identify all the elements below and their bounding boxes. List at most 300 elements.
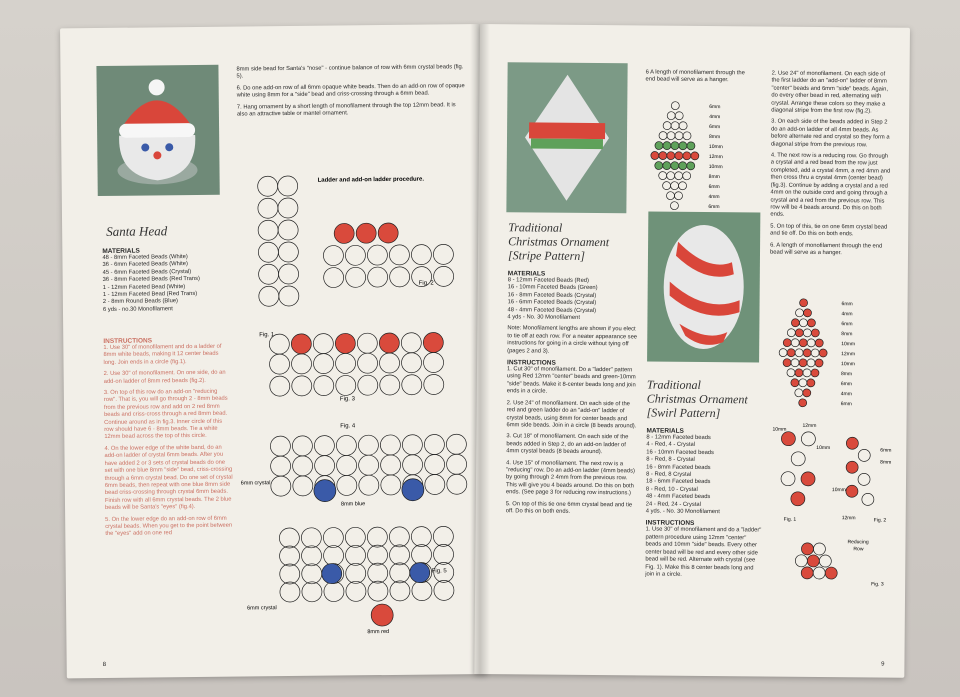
bead bbox=[783, 339, 791, 347]
bead bbox=[335, 353, 355, 373]
bead-size-label: 4mm bbox=[840, 391, 852, 398]
bead-size-label: 6mm bbox=[841, 301, 853, 308]
bead bbox=[291, 354, 311, 374]
swirl-title-line1: Traditional bbox=[646, 377, 701, 392]
bead bbox=[811, 349, 819, 357]
bead-size-label: 10mm bbox=[841, 361, 855, 368]
bead-size-label: 12mm bbox=[841, 351, 856, 358]
stripe-materials-block bbox=[506, 270, 640, 521]
bead bbox=[663, 182, 671, 190]
list-item: 24 - Red, 24 - Crystal bbox=[645, 501, 701, 508]
bead bbox=[278, 198, 298, 218]
bead bbox=[359, 475, 379, 495]
left-page bbox=[60, 24, 487, 678]
bead bbox=[359, 455, 379, 475]
swirl-ornament-photo bbox=[647, 211, 760, 362]
bead bbox=[659, 172, 667, 180]
bead bbox=[659, 152, 667, 160]
bead bbox=[389, 527, 409, 547]
booklet-spread bbox=[40, 24, 920, 674]
bead bbox=[293, 476, 313, 496]
bead bbox=[683, 172, 691, 180]
bead bbox=[356, 223, 376, 243]
bead bbox=[381, 475, 401, 495]
bead-size-label: 6mm bbox=[840, 401, 852, 408]
list-item: 16 - 8mm Faceted Beads (Crystal) bbox=[507, 292, 597, 299]
bead bbox=[334, 223, 354, 243]
label-8mm-blue: 8mm blue bbox=[340, 501, 366, 508]
bead-size-label: 12mm bbox=[708, 154, 723, 161]
bead bbox=[379, 333, 399, 353]
bead bbox=[425, 454, 445, 474]
bead bbox=[335, 333, 355, 353]
bead bbox=[346, 563, 366, 583]
bead bbox=[862, 493, 874, 505]
bead bbox=[278, 220, 298, 240]
swirl-instructions-text: 1. Use 30" of monofilament and do a "ladder" pattern procedure using 12mm "center" beads and 10mm "side" beads. Every other center bead will be red and every other side bead will be red. Alternate with crystal (see Fig. 1). Make this 8 center beads long and join in a circle. bbox=[645, 526, 762, 578]
bead bbox=[258, 176, 278, 196]
label-6mm-crystal: 6mm crystal bbox=[240, 480, 271, 487]
list-item: 8 - Red, 8 Crystal bbox=[646, 471, 692, 478]
bead bbox=[815, 339, 823, 347]
bead bbox=[671, 182, 679, 190]
reducing-label-2: Row bbox=[853, 546, 864, 553]
paragraph: 5. On top of this tie one 6mm crystal bead and tie off. Do this on both ends. bbox=[505, 500, 633, 515]
bead bbox=[807, 379, 815, 387]
paragraph: 5. On the lower edge do an add-on row of 6mm crystal beads. When you get to the point between the "eyes" add on one red bbox=[105, 515, 233, 538]
reducing-label-1: Reducing bbox=[847, 539, 869, 546]
bead bbox=[259, 286, 279, 306]
bead bbox=[663, 122, 671, 130]
bead bbox=[819, 555, 831, 567]
bead bbox=[675, 172, 683, 180]
list-item: 1 - 12mm Faceted Bead (Red Trans) bbox=[102, 291, 198, 298]
list-item: 36 - 8mm Faceted Beads (Red Trans) bbox=[102, 276, 201, 284]
santa-head-title: Santa Head bbox=[106, 223, 168, 239]
bead bbox=[357, 333, 377, 353]
instructions-heading: INSTRUCTIONS bbox=[103, 337, 153, 345]
bead bbox=[447, 454, 467, 474]
paragraph: 2. Use 30" of monofilament. On one side, do an add-on ladder of 8mm red beads (fig.2). bbox=[103, 369, 226, 385]
f1-caption: Fig. 1 bbox=[783, 516, 797, 523]
materials-block bbox=[102, 247, 231, 315]
bead bbox=[679, 162, 687, 170]
bead bbox=[258, 220, 278, 240]
bead bbox=[301, 528, 321, 548]
bead bbox=[367, 545, 387, 565]
list-item: 6 yds - no.30 Monofilament bbox=[102, 306, 173, 313]
bead bbox=[791, 452, 805, 466]
bead bbox=[666, 192, 674, 200]
bead bbox=[687, 142, 695, 150]
bead bbox=[313, 354, 333, 374]
bead-size-label: 6mm bbox=[709, 124, 721, 131]
bead bbox=[667, 112, 675, 120]
bead bbox=[791, 319, 799, 327]
bead bbox=[279, 546, 299, 566]
bead bbox=[801, 432, 815, 446]
bead bbox=[795, 309, 803, 317]
bead bbox=[663, 162, 671, 170]
bead bbox=[446, 434, 466, 454]
bead bbox=[346, 581, 366, 601]
bead bbox=[663, 142, 671, 150]
stripe-step6: 6 A length of monofilament through the end bead will serve as a hanger. bbox=[645, 69, 745, 84]
swirl-title-line2: Christmas Ornament bbox=[646, 391, 748, 407]
bead bbox=[389, 545, 409, 565]
list-item: 48 - 4mm Faceted Beads (Crystal) bbox=[507, 306, 597, 314]
bead bbox=[314, 376, 334, 396]
paragraph: 3. Cut 18" of monofilament. On each side of the beads added in Step 2, do an add-on ladder of 4mm crystal beads (8 beads around). bbox=[506, 433, 629, 456]
bead bbox=[411, 545, 431, 565]
top-instructions bbox=[236, 64, 467, 123]
stripe-title-line1: Traditional bbox=[508, 220, 563, 235]
stripe-materials-heading: MATERIALS bbox=[507, 270, 546, 278]
bead bbox=[368, 581, 388, 601]
list-item: 8 - Red, 8 - Crystal bbox=[646, 456, 695, 464]
bead bbox=[302, 564, 322, 584]
paragraph: 3. On top of this row do an add-on "reducing row". That is, you will go through 2 - 8mm beads from the previous row and add on 2 red 8mm beads and criss-cross through a red 8mm bead. Continue around as in fig.3. Inner circle of this row should have 6 - 8mm beads. Tie a white 12mm bead across the top of this circle. bbox=[103, 388, 228, 441]
f2-caption: Fig. 2 bbox=[873, 517, 887, 524]
fig3-diagram bbox=[269, 332, 444, 396]
paragraph: 6. A length of monofilament through the end bead will serve as a hanger. bbox=[769, 242, 883, 257]
bead-size-label: 6mm bbox=[840, 381, 853, 388]
bead bbox=[687, 162, 695, 170]
bead-size-label: 10mm bbox=[841, 341, 856, 348]
bead bbox=[314, 480, 336, 502]
label-8mm-red: 8mm red bbox=[367, 628, 390, 636]
bead bbox=[803, 389, 811, 397]
bead bbox=[691, 152, 699, 160]
bead bbox=[811, 329, 819, 337]
bead bbox=[787, 369, 795, 377]
stripe-note: Note: Monofilament lengths are shown if you elect to tie off at each row. For a neater appearance see instructions for going in a circle without tying off (pages 2 and 3). bbox=[507, 325, 638, 355]
bead bbox=[269, 354, 289, 374]
bead bbox=[795, 329, 803, 337]
list-item: 48 - 4mm Faceted beads bbox=[645, 493, 711, 501]
top-instructions-text bbox=[236, 64, 467, 119]
bead bbox=[301, 546, 321, 566]
fig2-label: Fig. 2 bbox=[418, 280, 434, 287]
bead bbox=[651, 151, 659, 159]
bead bbox=[271, 476, 291, 496]
bead-size-label: 10mm bbox=[708, 164, 723, 171]
bead bbox=[367, 527, 387, 547]
fig3-label: Fig. 3 bbox=[339, 396, 355, 403]
label-6mm-crystal-b: 6mm crystal bbox=[247, 605, 277, 612]
bead bbox=[357, 353, 377, 373]
bead bbox=[795, 369, 803, 377]
bead bbox=[271, 456, 291, 476]
bead bbox=[434, 266, 454, 286]
paragraph: 7. Hang ornament by a short length of monofilament through the top 12mm bead. It is also an attractive table or mantel ornament. bbox=[236, 101, 456, 118]
bead bbox=[813, 543, 825, 555]
bead bbox=[270, 436, 290, 456]
bead bbox=[389, 245, 409, 265]
stripe-instructions-text bbox=[506, 366, 639, 516]
bead bbox=[795, 349, 803, 357]
swirl-materials-block bbox=[645, 427, 764, 579]
bead bbox=[655, 162, 663, 170]
paragraph: 4. The next row is a reducing row. Go through a crystal and a red bead from the row just completed, add a crystal 4mm, a red 4mm and then cross thru a crystal 4mm (center bead) (fig.3). Continue by adding a crystal and a red 4mm on the outside cord and going through a crystal and a red from the previous row. This row will be 4 beads around. Do this on both ends. bbox=[770, 152, 891, 218]
bead bbox=[390, 581, 410, 601]
bead-size-label: 4mm bbox=[841, 311, 853, 318]
bead bbox=[293, 456, 313, 476]
stripe-title-line3: [Stripe Pattern] bbox=[507, 248, 586, 263]
bead-size-label: 6mm bbox=[708, 204, 720, 211]
bead bbox=[292, 436, 312, 456]
bead bbox=[345, 545, 365, 565]
bead bbox=[675, 112, 683, 120]
fig4-diagram bbox=[270, 434, 467, 502]
bead bbox=[323, 527, 343, 547]
bead bbox=[671, 102, 679, 110]
bead bbox=[258, 242, 278, 262]
bead-size-label: 8mm bbox=[840, 371, 853, 378]
bead bbox=[791, 359, 799, 367]
bead bbox=[671, 162, 679, 170]
swirl-col2-block bbox=[770, 71, 894, 262]
bead bbox=[279, 528, 299, 548]
bead bbox=[846, 437, 858, 449]
bead bbox=[380, 375, 400, 395]
bead bbox=[390, 267, 410, 287]
swirl-figures bbox=[767, 419, 899, 630]
bead bbox=[799, 359, 807, 367]
bead bbox=[336, 375, 356, 395]
fig5-label: Fig. 5 bbox=[431, 568, 447, 575]
bead bbox=[433, 544, 453, 564]
bead bbox=[799, 379, 807, 387]
swirl-title bbox=[647, 377, 748, 420]
bead bbox=[315, 456, 335, 476]
bead bbox=[358, 375, 378, 395]
stripe-instructions-heading: INSTRUCTIONS bbox=[507, 359, 556, 367]
bead bbox=[278, 176, 298, 196]
bead bbox=[403, 455, 423, 475]
figures-area bbox=[237, 144, 482, 666]
bead-size-label: 6mm bbox=[708, 184, 720, 191]
bead bbox=[807, 339, 815, 347]
bead bbox=[401, 353, 421, 373]
bead bbox=[791, 339, 799, 347]
bead bbox=[423, 332, 443, 352]
bead bbox=[424, 374, 444, 394]
bead bbox=[683, 152, 691, 160]
bead bbox=[659, 132, 667, 140]
bead bbox=[358, 435, 378, 455]
swirl-title-line3: [Swirl Pattern] bbox=[646, 405, 721, 421]
bead bbox=[846, 485, 858, 497]
bead bbox=[378, 223, 398, 243]
list-item: 16 - 10mm Faceted Beads (Green) bbox=[507, 284, 598, 292]
paragraph: 2. Use 24" of monofilament. On each side of the red and green ladder do an "add-on" ladder of crystal beads, using 8mm for center beads and 6mm side beads. Join in a circle (8 beads around). bbox=[506, 399, 637, 430]
bead bbox=[667, 172, 675, 180]
bead bbox=[424, 434, 444, 454]
list-item: 2 - 8mm Round Beads (Blue) bbox=[102, 298, 179, 306]
bead bbox=[259, 264, 279, 284]
bead bbox=[801, 543, 813, 555]
swirl-diagram bbox=[769, 297, 892, 418]
fig5-diagram bbox=[279, 526, 454, 627]
fig2-diagram bbox=[323, 222, 454, 287]
bead bbox=[803, 369, 811, 377]
bead bbox=[801, 472, 815, 486]
bead bbox=[783, 359, 791, 367]
materials-list bbox=[102, 254, 231, 315]
list-item: 8 - Red, 10 - Crystal bbox=[645, 486, 698, 493]
bead bbox=[367, 245, 387, 265]
bead bbox=[791, 379, 799, 387]
bead bbox=[671, 142, 679, 150]
bead bbox=[279, 286, 299, 306]
bead bbox=[302, 582, 322, 602]
bead bbox=[447, 474, 467, 494]
list-item: 48 - 8mm Faceted Beads (White) bbox=[102, 254, 188, 261]
paragraph: 4. Use 15" of monofilament. The next row is a "reducing" row. Do an add-on ladder (4mm beads) by going through 2 4mm from the previous row. This will give you 4 beads around. Do this on both ends. (See page 3 for reducing row instructions.) bbox=[505, 459, 635, 497]
paragraph: 6. Do one add-on row of all 6mm opaque white beads. Then do an add-on row of opaque white using 8mm for a "side" bead and criss-crossing through a 6mm bead. bbox=[236, 82, 465, 99]
bead bbox=[679, 122, 687, 130]
bead-size-label: 4mm bbox=[709, 114, 721, 121]
bead bbox=[411, 527, 431, 547]
paragraph: 4. On the lower edge of the white band, do an add-on ladder of crystal 6mm beads. After you have added 2 or 3 sets of crystal beads do one set with one blue 8mm "side" bead, criss-crossing through a 6mm crystal bead. Do one set of crystal 6mm beads, then repeat with one blue 8mm side bead criss-crossing through crystal 6mm beads. Finish row with all 6mm crystal beads. The 2 blue beads will be Santa's "eyes" (fig.4). bbox=[104, 444, 233, 512]
bead bbox=[337, 475, 357, 495]
bead bbox=[799, 339, 807, 347]
list-item: 16 - 6mm Faceted Beads (Crystal) bbox=[507, 299, 597, 307]
bead bbox=[402, 435, 422, 455]
bead bbox=[423, 352, 443, 372]
bead bbox=[411, 245, 431, 265]
f1-label-c: 10mm bbox=[816, 444, 831, 452]
bead bbox=[846, 461, 858, 473]
bead bbox=[801, 567, 813, 579]
bead bbox=[368, 267, 388, 287]
bead bbox=[811, 369, 819, 377]
ladder-caption: Ladder and add-on ladder procedure. bbox=[317, 176, 425, 184]
swirl-materials-heading: MATERIALS bbox=[646, 427, 684, 435]
bead bbox=[368, 563, 388, 583]
list-item: 4 - Red, 4 - Crystal bbox=[646, 441, 696, 449]
swirl-instructions-heading: INSTRUCTIONS bbox=[645, 519, 695, 528]
bead bbox=[412, 581, 432, 601]
bead bbox=[379, 353, 399, 373]
list-item: 36 - 6mm Faceted Beads (White) bbox=[102, 261, 188, 269]
bead bbox=[787, 349, 795, 357]
santa-head-photo bbox=[96, 65, 219, 196]
bead bbox=[324, 581, 344, 601]
bead bbox=[667, 132, 675, 140]
book-gutter bbox=[470, 24, 490, 674]
bead bbox=[292, 376, 312, 396]
bead bbox=[258, 198, 278, 218]
stripe-ornament-photo bbox=[506, 62, 627, 213]
paragraph: 5. On top of this, tie on one 6mm crystal bead and tie off. Do this on both ends. bbox=[770, 223, 888, 238]
list-item: 45 - 6mm Faceted Beads (Crystal) bbox=[102, 268, 192, 276]
bead-size-label: 4mm bbox=[708, 194, 720, 201]
bead bbox=[807, 319, 815, 327]
paragraph: 2. Use 24" of monofilament. On each side of the first ladder do an "add-on" ladder of 8mm "center" beads and 6mm "side" beads. Again, do every other bead in red, alternating with crystal. Arrange these colors so they make a diagonal stripe from the first row (fig.2). bbox=[771, 70, 888, 115]
right-page bbox=[474, 24, 910, 678]
bead bbox=[402, 479, 424, 501]
bead bbox=[807, 359, 815, 367]
bead bbox=[371, 604, 393, 626]
f1-label-b: 12mm bbox=[802, 422, 817, 429]
bead bbox=[813, 567, 825, 579]
bead bbox=[675, 152, 683, 160]
bead bbox=[799, 399, 807, 407]
bead bbox=[401, 333, 421, 353]
bead bbox=[433, 526, 453, 546]
bead bbox=[314, 436, 334, 456]
stripe-materials-list bbox=[507, 277, 639, 323]
f3-caption: Fig. 3 bbox=[871, 581, 884, 588]
list-item: 8 - 12mm Faceted Beads (Red) bbox=[507, 277, 589, 284]
fig1-diagram bbox=[258, 176, 299, 306]
bead bbox=[322, 563, 342, 583]
bead bbox=[791, 492, 805, 506]
bead bbox=[675, 132, 683, 140]
bead bbox=[380, 435, 400, 455]
bead-size-label: 8mm bbox=[708, 174, 720, 181]
bead-size-label: 10mm bbox=[708, 144, 723, 151]
list-item: 4 yds. - No. 30 Monofilament bbox=[645, 508, 720, 516]
bead bbox=[667, 152, 675, 160]
bead bbox=[803, 309, 811, 317]
bead bbox=[434, 580, 454, 600]
bead bbox=[324, 267, 344, 287]
bead bbox=[800, 299, 808, 307]
bead bbox=[345, 527, 365, 547]
page-number-right: 9 bbox=[881, 661, 885, 668]
bead bbox=[336, 435, 356, 455]
f1-label-a: 10mm bbox=[772, 426, 787, 433]
stripe-title bbox=[508, 220, 609, 263]
bead bbox=[858, 449, 870, 461]
bead bbox=[269, 334, 289, 354]
list-item: 4 yds - No. 30 Monofilament bbox=[507, 314, 580, 321]
bead bbox=[323, 245, 343, 265]
bead bbox=[807, 555, 819, 567]
bead-size-label: 8mm bbox=[708, 134, 721, 141]
f2-label-d: 12mm bbox=[841, 515, 856, 522]
bead bbox=[433, 244, 453, 264]
stripe-diagram bbox=[644, 99, 755, 220]
swirl-ornament-illustration bbox=[647, 211, 760, 362]
bead bbox=[402, 375, 422, 395]
bead bbox=[291, 334, 311, 354]
bead bbox=[278, 242, 298, 262]
bead bbox=[674, 192, 682, 200]
bead bbox=[803, 329, 811, 337]
instructions-text bbox=[103, 344, 233, 539]
bead-size-label: 8mm bbox=[841, 331, 853, 338]
bead bbox=[683, 132, 691, 140]
bead bbox=[313, 334, 333, 354]
instructions-block bbox=[103, 337, 233, 543]
bead bbox=[655, 142, 663, 150]
list-item: 16 - 8mm Faceted beads bbox=[646, 464, 711, 471]
bead bbox=[670, 202, 678, 210]
list-item: 18 - 6mm Faceted beads bbox=[645, 478, 711, 486]
bead bbox=[815, 359, 823, 367]
bead bbox=[795, 555, 807, 567]
page-number-left: 8 bbox=[102, 661, 107, 668]
fig4-label: Fig. 4 bbox=[340, 423, 356, 430]
bead bbox=[819, 349, 827, 357]
bead bbox=[781, 472, 795, 486]
stripe-title-line2: Christmas Ornament bbox=[508, 234, 610, 250]
bead bbox=[787, 329, 795, 337]
